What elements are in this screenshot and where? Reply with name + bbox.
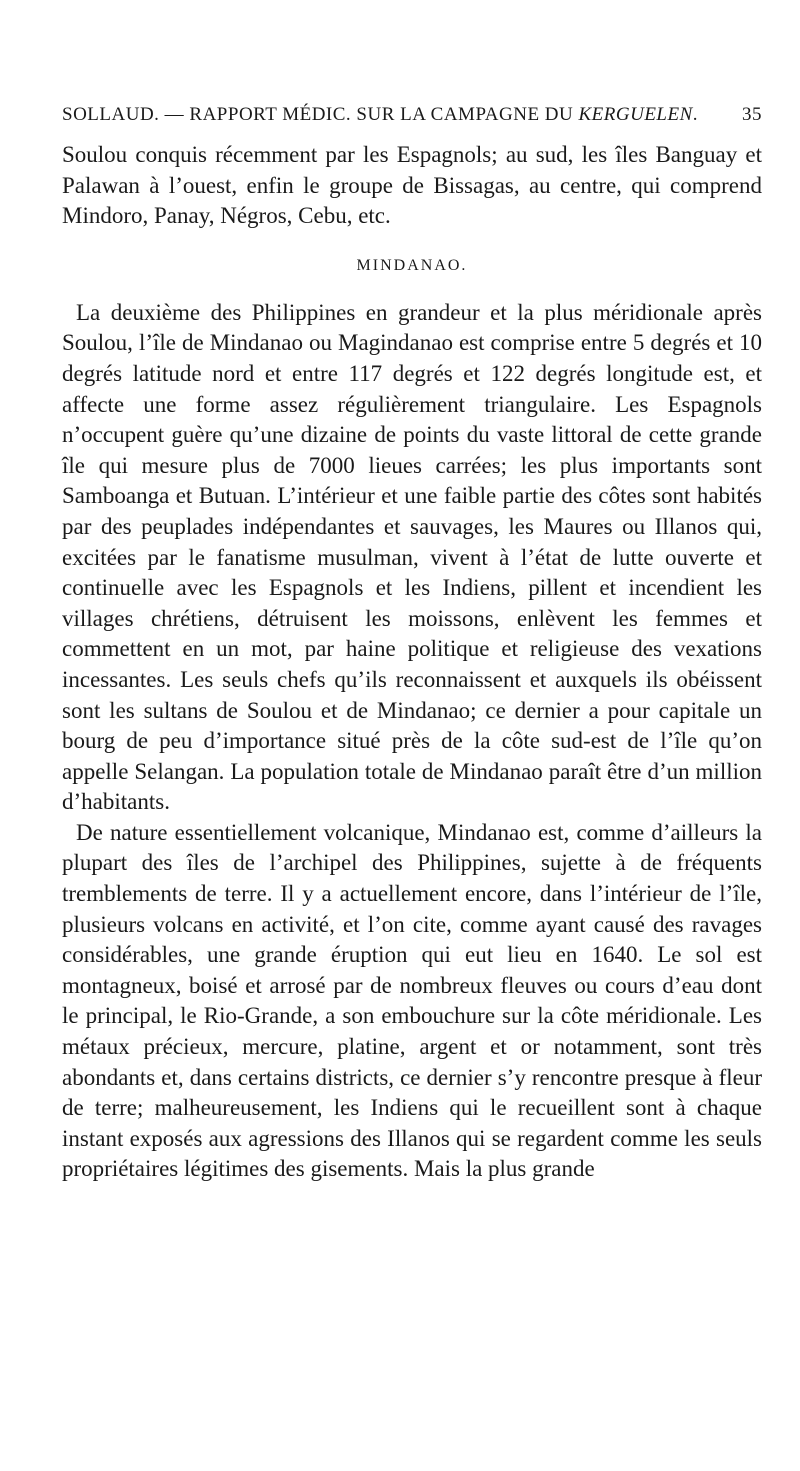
running-head-title <box>62 104 698 126</box>
paragraph-mindanao-geology: De nature essentiellement volcanique, Mindanao est, comme d’ailleurs la plupart des îles de l’archipel des Philippines, sujette à de fréquents tremblements de terre. Il y a actuellement encore, dans l’intérieur de l’île, plusieurs volcans en activité, et l’on cite, comme ayant causé des ravages considérables, une grande éruption qui eut lieu en 1640. Le sol est montagneux, boisé et arrosé par de nombreux fleuves ou cours d’eau dont le principal, le Rio-Grande, a son embouchure sur la côte méridionale. Les métaux précieux, mercure, platine, argent et or notamment, sont très abondants et, dans certains districts, ce dernier s’y rencontre presque à fleur de terre; malheureusement, les Indiens qui le recueillent sont à chaque instant exposés aux agressions des Illanos qui se regardent comme les seuls propriétaires légitimes des gisements. Mais la plus grande <box>62 819 762 1182</box>
body-text <box>62 140 762 1185</box>
running-head-main: SOLLAUD. — RAPPORT MÉDIC. SUR LA CAMPAGNE DU <box>62 104 579 125</box>
running-head <box>62 104 762 126</box>
running-head-end: . <box>692 104 699 125</box>
paragraph-continuation: Soulou conquis récemment par les Espagnols; au sud, les îles Banguay et Palawan à l’ouest, enfin le groupe de Bissagas, au centre, qui comprend Mindoro, Panay, Négros, Cebu, etc. <box>62 142 762 229</box>
paragraph-mindanao-description: La deuxième des Philippines en grandeur et la plus méridionale après Soulou, l’île de Mindanao ou Magindanao est comprise entre 5 degrés et 10 degrés latitude nord et entre 117 degrés et 122 degrés longitude est, et affecte une forme assez régulièrement triangulaire. Les Espagnols n’occupent guère qu’une dizaine de points du vaste littoral de cette grande île qui mesure plus de 7000 lieues carrées; les plus importants sont Samboanga et Butuan. L’intérieur et une faible partie des côtes sont habités par des peuplades indépendantes et sauvages, les Maures ou Illanos qui, excitées par le fanatisme musulman, vivent à l’état de lutte ouverte et continuelle avec les Espagnols et les Indiens, pillent et incendient les villages chrétiens, détruisent les moissons, enlèvent les femmes et commettent en un mot, par haine politique et religieuse des vexations incessantes. Les seuls chefs qu’ils reconnaissent et auxquels ils obéissent sont les sultans de Soulou et de Mindanao; ce dernier a pour capitale un bourg de peu d’importance situé près de la côte sud-est de l’île qu’on appelle Selangan. La population totale de Mindanao paraît être d’un million d’habitants. <box>62 299 762 815</box>
section-heading: MINDANAO. <box>356 256 468 274</box>
page-number: 35 <box>742 104 762 125</box>
running-head-ship-name: KERGUELEN <box>578 104 693 125</box>
